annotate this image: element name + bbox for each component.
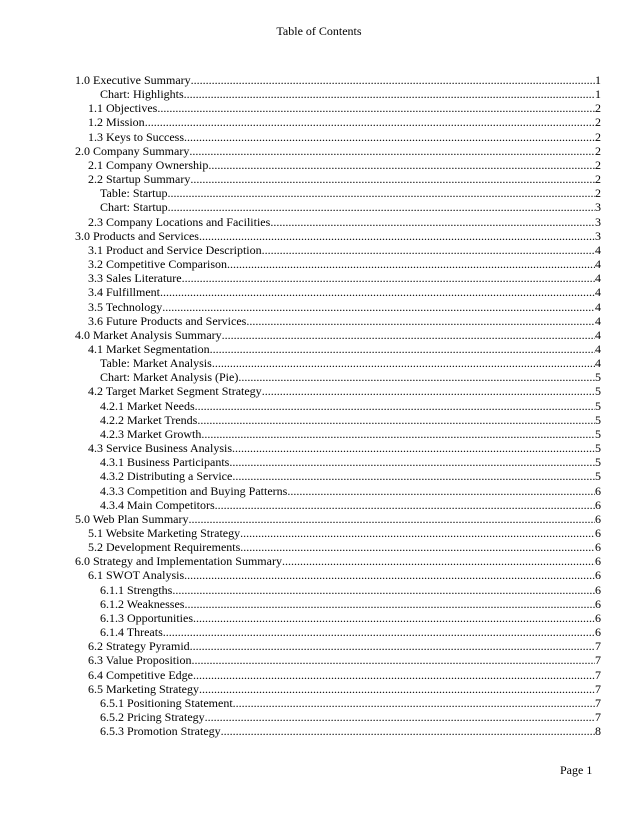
toc-entry-label: Chart: Highlights [100, 87, 184, 102]
toc-entry-label: 6.5 Marketing Strategy [88, 681, 199, 696]
toc-entry[interactable] [75, 342, 601, 356]
toc-dot-leader [184, 568, 595, 582]
toc-entry[interactable] [75, 696, 601, 710]
toc-entry-label: 6.5.3 Promotion Strategy [100, 724, 221, 739]
toc-entry-label: 1.3 Keys to Success [88, 129, 184, 144]
toc-dot-leader [212, 356, 595, 370]
toc-dot-leader [240, 540, 595, 554]
toc-entry-label: 6.1.1 Strengths [100, 582, 173, 597]
toc-entry-page-number: 6 [595, 540, 601, 555]
toc-entry[interactable] [75, 186, 601, 200]
toc-entry-label: 6.5.2 Pricing Strategy [100, 710, 205, 725]
toc-entry-label: 6.4 Competitive Edge [88, 667, 193, 682]
toc-dot-leader [182, 271, 595, 285]
toc-entry[interactable] [75, 115, 601, 129]
toc-entry-page-number: 7 [595, 681, 601, 696]
toc-entry-page-number: 5 [595, 370, 601, 385]
toc-dot-leader [184, 130, 595, 144]
toc-entry-page-number: 7 [595, 667, 601, 682]
toc-entry-page-number: 4 [595, 356, 601, 371]
toc-entry-page-number: 4 [595, 271, 601, 286]
toc-dot-leader [190, 639, 595, 653]
toc-entry[interactable] [75, 101, 601, 115]
toc-entry[interactable] [75, 300, 601, 314]
table-of-contents [75, 73, 601, 738]
toc-entry-label: Chart: Startup [100, 200, 168, 215]
toc-entry-label: 4.2 Target Market Segment Strategy [88, 384, 262, 399]
toc-entry-label: 1.1 Objectives [88, 101, 158, 116]
toc-entry[interactable] [75, 200, 601, 214]
toc-entry-label: 4.3.2 Distributing a Service [100, 469, 233, 484]
toc-entry[interactable] [75, 413, 601, 427]
toc-entry-label: 3.2 Competitive Comparison [88, 257, 227, 272]
toc-entry[interactable] [75, 653, 601, 667]
toc-entry[interactable] [75, 625, 601, 639]
toc-dot-leader [233, 696, 595, 710]
toc-entry-label: 3.0 Products and Services [75, 228, 199, 243]
toc-entry-label: 4.3.1 Business Participants [100, 455, 230, 470]
toc-entry-label: Table: Startup [100, 186, 168, 201]
toc-dot-leader [199, 229, 595, 243]
toc-entry-label: 5.0 Web Plan Summary [75, 511, 189, 526]
toc-entry-label: 4.2.3 Market Growth [100, 426, 202, 441]
toc-entry-label: 4.3.4 Main Competitors [100, 497, 215, 512]
toc-entry[interactable] [75, 540, 601, 554]
toc-entry[interactable] [75, 314, 601, 328]
toc-dot-leader [197, 413, 595, 427]
toc-entry[interactable] [75, 356, 601, 370]
toc-dot-leader [287, 484, 595, 498]
page-title: Table of Contents [276, 24, 362, 38]
toc-entry[interactable] [75, 172, 601, 186]
toc-entry-label: 6.1.3 Opportunities [100, 610, 193, 625]
toc-entry-label: 2.1 Company Ownership [88, 157, 209, 172]
toc-entry-page-number: 4 [595, 327, 601, 342]
toc-entry[interactable] [75, 215, 601, 229]
toc-entry-page-number: 4 [595, 341, 601, 356]
toc-entry-page-number: 4 [595, 299, 601, 314]
toc-entry-label: 4.1 Market Segmentation [88, 341, 210, 356]
toc-dot-leader [191, 73, 595, 87]
toc-entry[interactable] [75, 427, 601, 441]
toc-entry-page-number: 6 [595, 483, 601, 498]
toc-entry-page-number: 2 [595, 172, 601, 187]
toc-entry-page-number: 6 [595, 625, 601, 640]
toc-entry-label: 2.2 Startup Summary [88, 172, 191, 187]
toc-entry-label: Chart: Market Analysis (Pie) [100, 370, 239, 385]
toc-dot-leader [205, 710, 595, 724]
toc-entry-label: 4.0 Market Analysis Summary [75, 327, 222, 342]
toc-entry-page-number: 7 [595, 695, 601, 710]
toc-entry-page-number: 3 [595, 214, 601, 229]
toc-entry-label: 3.3 Sales Literature [88, 271, 182, 286]
toc-entry[interactable] [75, 682, 601, 696]
toc-dot-leader [199, 682, 595, 696]
toc-entry[interactable] [75, 455, 601, 469]
toc-dot-leader [168, 200, 595, 214]
toc-entry[interactable] [75, 611, 601, 625]
toc-entry-page-number: 2 [595, 101, 601, 116]
toc-entry[interactable] [75, 597, 601, 611]
toc-dot-leader [221, 724, 595, 738]
toc-entry[interactable] [75, 130, 601, 144]
toc-entry-page-number: 6 [595, 497, 601, 512]
toc-dot-leader [184, 87, 595, 101]
toc-entry[interactable] [75, 370, 601, 384]
toc-dot-leader [193, 668, 595, 682]
toc-dot-leader [270, 215, 595, 229]
toc-entry-page-number: 8 [595, 724, 601, 739]
toc-entry-label: 6.3 Value Proposition [88, 653, 192, 668]
toc-entry[interactable] [75, 710, 601, 724]
toc-entry-page-number: 5 [595, 426, 601, 441]
toc-dot-leader [238, 370, 595, 384]
toc-entry[interactable] [75, 526, 601, 540]
toc-dot-leader [167, 186, 595, 200]
toc-entry[interactable] [75, 73, 601, 87]
toc-entry[interactable] [75, 243, 601, 257]
toc-dot-leader [191, 653, 595, 667]
toc-entry-page-number: 3 [595, 200, 601, 215]
toc-entry-page-number: 6 [595, 596, 601, 611]
toc-entry-label: 4.3.3 Competition and Buying Patterns [100, 483, 288, 498]
toc-entry[interactable] [75, 229, 601, 243]
toc-entry[interactable] [75, 384, 601, 398]
toc-dot-leader [232, 469, 595, 483]
toc-entry-page-number: 2 [595, 115, 601, 130]
toc-dot-leader [222, 328, 595, 342]
toc-dot-leader [189, 144, 595, 158]
toc-entry-page-number: 1 [595, 87, 601, 102]
toc-entry[interactable] [75, 328, 601, 342]
toc-dot-leader [210, 342, 595, 356]
toc-entry-label: 6.1 SWOT Analysis [88, 568, 185, 583]
toc-entry-label: 6.5.1 Positioning Statement [100, 695, 233, 710]
toc-entry[interactable] [75, 87, 601, 101]
toc-entry-label: 3.6 Future Products and Services [88, 313, 247, 328]
toc-dot-leader [160, 285, 595, 299]
toc-entry-page-number: 4 [595, 285, 601, 300]
toc-entry[interactable] [75, 668, 601, 682]
toc-entry[interactable] [75, 554, 601, 568]
toc-dot-leader [145, 115, 595, 129]
toc-dot-leader [282, 554, 595, 568]
toc-dot-leader [190, 172, 595, 186]
toc-entry[interactable] [75, 724, 601, 738]
toc-entry-label: Table: Market Analysis [100, 356, 212, 371]
toc-entry[interactable] [75, 568, 601, 582]
toc-entry-label: 4.3 Service Business Analysis [88, 441, 232, 456]
toc-dot-leader [208, 158, 595, 172]
toc-entry-label: 6.1.4 Threats [100, 625, 163, 640]
toc-entry-page-number: 2 [595, 129, 601, 144]
toc-entry[interactable] [75, 469, 601, 483]
toc-entry-page-number: 1 [595, 73, 601, 87]
toc-dot-leader [240, 526, 595, 540]
toc-entry-page-number: 2 [595, 143, 601, 158]
toc-entry-label: 5.1 Website Marketing Strategy [88, 526, 241, 540]
toc-entry-label: 3.1 Product and Service Description [88, 242, 262, 257]
toc-dot-leader [188, 512, 595, 526]
toc-entry-page-number: 7 [595, 710, 601, 725]
toc-entry-page-number: 5 [595, 398, 601, 413]
toc-entry-label: 1.2 Mission [88, 115, 145, 130]
toc-dot-leader [215, 498, 595, 512]
toc-entry-page-number: 5 [595, 412, 601, 427]
toc-entry[interactable] [75, 257, 601, 271]
toc-entry[interactable] [75, 144, 601, 158]
toc-entry-page-number: 5 [595, 455, 601, 470]
toc-entry-page-number: 6 [595, 554, 601, 569]
toc-entry-label: 3.4 Fulfillment [88, 285, 160, 300]
toc-dot-leader [162, 300, 595, 314]
toc-dot-leader [201, 427, 595, 441]
toc-entry-page-number: 7 [595, 639, 601, 654]
toc-dot-leader [232, 441, 595, 455]
toc-dot-leader [246, 314, 595, 328]
toc-entry-page-number: 6 [595, 610, 601, 625]
toc-entry[interactable] [75, 285, 601, 299]
toc-entry-page-number: 6 [595, 568, 601, 583]
toc-dot-leader [157, 101, 595, 115]
toc-dot-leader [262, 384, 595, 398]
toc-entry-page-number: 2 [595, 186, 601, 201]
toc-entry-label: 6.2 Strategy Pyramid [88, 639, 190, 654]
toc-entry-page-number: 4 [595, 242, 601, 257]
page-number-footer: Page 1 [560, 763, 593, 777]
toc-entry[interactable] [75, 639, 601, 653]
toc-dot-leader [262, 243, 595, 257]
toc-entry-label: 6.1.2 Weaknesses [100, 596, 185, 611]
toc-entry-label: 1.0 Executive Summary [75, 73, 191, 87]
toc-entry-page-number: 5 [595, 441, 601, 456]
toc-dot-leader [184, 597, 595, 611]
toc-entry-label: 3.5 Technology [88, 299, 163, 314]
toc-entry-label: 2.3 Company Locations and Facilities [88, 214, 271, 229]
toc-dot-leader [163, 625, 595, 639]
toc-entry-page-number: 6 [595, 526, 601, 540]
toc-entry-label: 2.0 Company Summary [75, 143, 190, 158]
toc-entry-label: 4.2.2 Market Trends [100, 412, 198, 427]
toc-entry-page-number: 6 [595, 511, 601, 526]
toc-entry[interactable] [75, 583, 601, 597]
toc-entry-page-number: 5 [595, 469, 601, 484]
toc-entry[interactable] [75, 158, 601, 172]
toc-entry[interactable] [75, 512, 601, 526]
toc-entry[interactable] [75, 484, 601, 498]
toc-dot-leader [193, 611, 595, 625]
toc-dot-leader [172, 583, 595, 597]
toc-entry-page-number: 3 [595, 228, 601, 243]
toc-dot-leader [195, 399, 595, 413]
toc-dot-leader [229, 455, 595, 469]
toc-entry-page-number: 2 [595, 157, 601, 172]
toc-entry-label: 6.0 Strategy and Implementation Summary [75, 554, 282, 569]
toc-entry[interactable] [75, 399, 601, 413]
toc-entry[interactable] [75, 271, 601, 285]
toc-entry[interactable] [75, 441, 601, 455]
toc-entry-label: 5.2 Development Requirements [88, 540, 241, 555]
toc-dot-leader [227, 257, 595, 271]
toc-entry-page-number: 4 [595, 257, 601, 272]
toc-entry-label: 4.2.1 Market Needs [100, 398, 195, 413]
toc-entry-page-number: 7 [595, 653, 601, 668]
toc-entry-page-number: 5 [595, 384, 601, 399]
toc-entry[interactable] [75, 498, 601, 512]
toc-entry-page-number: 6 [595, 582, 601, 597]
toc-entry-page-number: 4 [595, 313, 601, 328]
